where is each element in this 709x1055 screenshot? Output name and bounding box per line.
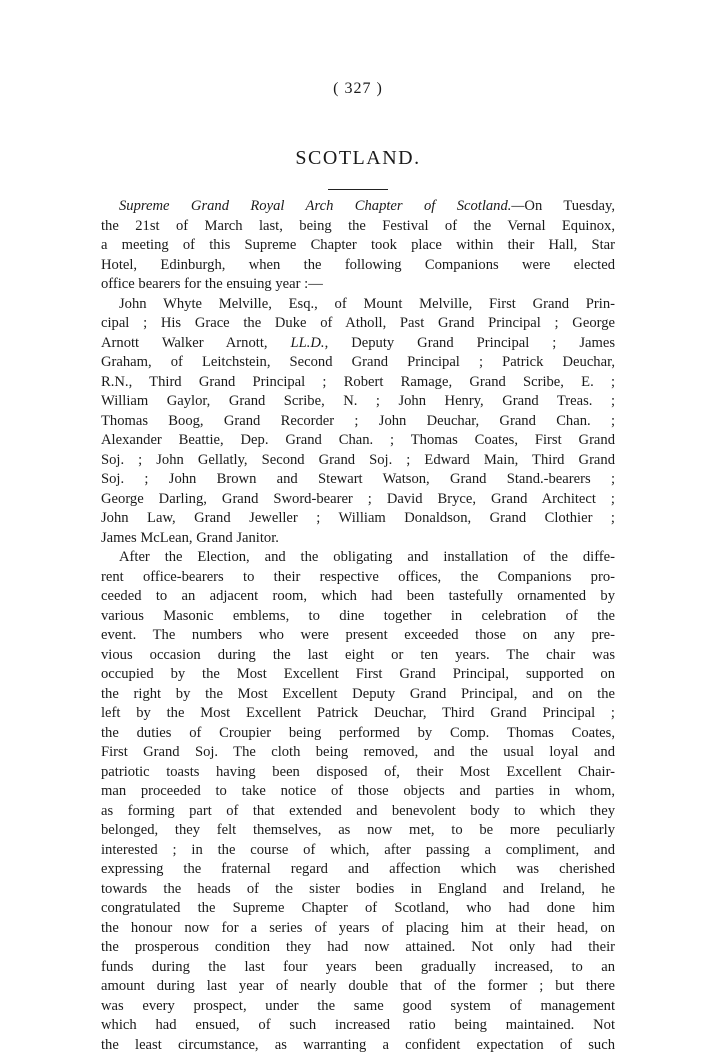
text-line: congratulated the Supreme Chapter of Scotland, who had done him	[101, 899, 615, 919]
text-line: Thomas Boog, Grand Recorder ; John Deuchar, Grand Chan. ;	[101, 412, 615, 432]
text-line: Alexander Beattie, Dep. Grand Chan. ; Thomas Coates, First Grand	[101, 431, 615, 451]
text-line: occupied by the Most Excellent First Grand Principal, supported on	[101, 665, 615, 685]
degree-abbreviation: LL.D.	[291, 335, 325, 351]
page-number: ( 327 )	[101, 80, 615, 98]
document-page	[101, 0, 615, 1035]
text-line: amount during last year of nearly double that of the former ; but there	[101, 977, 615, 997]
text-line: George Darling, Grand Sword-bearer ; David Bryce, Grand Architect ;	[101, 490, 615, 510]
text-line: William Gaylor, Grand Scribe, N. ; John Henry, Grand Treas. ;	[101, 392, 615, 412]
text-line: as forming part of that extended and benevolent body to which they	[101, 802, 615, 822]
text-line: John Whyte Melville, Esq., of Mount Melville, First Grand Prin-	[101, 295, 615, 315]
text-line: R.N., Third Grand Principal ; Robert Ramage, Grand Scribe, E. ;	[101, 373, 615, 393]
text-line: ceeded to an adjacent room, which had been tastefully ornamented by	[101, 587, 615, 607]
text-line: Soj. ; John Brown and Stewart Watson, Grand Stand.-bearers ;	[101, 470, 615, 490]
text-line: the 21st of March last, being the Festival of the Vernal Equinox,	[101, 217, 615, 237]
text-line: the right by the Most Excellent Deputy Grand Principal, and on the	[101, 685, 615, 705]
text-line: expressing the fraternal regard and affection which was cherished	[101, 860, 615, 880]
section-title: SCOTLAND.	[101, 147, 615, 170]
text-line: the prosperous condition they had now attained. Not only had their	[101, 938, 615, 958]
text-line: patriotic toasts having been disposed of, their Most Excellent Chair-	[101, 763, 615, 783]
text-line: Hotel, Edinburgh, when the following Companions were elected	[101, 256, 615, 276]
text-line: event. The numbers who were present exceeded those on any pre-	[101, 626, 615, 646]
text-line: funds during the last four years been gradually increased, to an	[101, 958, 615, 978]
text-line-rest: On Tuesday,	[524, 198, 615, 214]
text-line	[101, 197, 615, 217]
text-line: the honour now for a series of years of placing him at their head, on	[101, 919, 615, 939]
text-line: cipal ; His Grace the Duke of Atholl, Past Grand Principal ; George	[101, 314, 615, 334]
text-line: James McLean, Grand Janitor.	[101, 529, 615, 549]
text-line: was every prospect, under the same good system of management	[101, 997, 615, 1017]
text-line: towards the heads of the sister bodies in England and Ireland, he	[101, 880, 615, 900]
text-line: a meeting of this Supreme Chapter took place within their Hall, Star	[101, 236, 615, 256]
text-line: office bearers for the ensuing year :—	[101, 275, 615, 295]
text-line: belonged, they felt themselves, as now met, to be more peculiarly	[101, 821, 615, 841]
text-line: Graham, of Leitchstein, Second Grand Principal ; Patrick Deuchar,	[101, 353, 615, 373]
article-body	[101, 197, 615, 1055]
title-rule	[328, 189, 388, 190]
text-line: rent office-bearers to their respective offices, the Companions pro-	[101, 568, 615, 588]
text-line: John Law, Grand Jeweller ; William Donaldson, Grand Clothier ;	[101, 509, 615, 529]
text-line: Soj. ; John Gellatly, Second Grand Soj. ; Edward Main, Third Grand	[101, 451, 615, 471]
text-line: interested ; in the course of which, after passing a compliment, and	[101, 841, 615, 861]
text-line: which had ensued, of such increased ratio being maintained. Not	[101, 1016, 615, 1036]
text-line: the least circumstance, as warranting a confident expectation of such	[101, 1036, 615, 1055]
text-line: the duties of Croupier being performed by Comp. Thomas Coates,	[101, 724, 615, 744]
text-line: vious occasion during the last eight or ten years. The chair was	[101, 646, 615, 666]
text-line: Arnott Walker Arnott, LL.D., Deputy Grand Principal ; James	[101, 334, 615, 354]
text-line: man proceeded to take notice of those objects and parties in whom,	[101, 782, 615, 802]
text-line: various Masonic emblems, to dine together in celebration of the	[101, 607, 615, 627]
text-line: First Grand Soj. The cloth being removed, and the usual loyal and	[101, 743, 615, 763]
text-line: After the Election, and the obligating and installation of the diffe-	[101, 548, 615, 568]
text-line: left by the Most Excellent Patrick Deuchar, Third Grand Principal ;	[101, 704, 615, 724]
chapter-heading: Supreme Grand Royal Arch Chapter of Scotland.—	[119, 198, 524, 214]
